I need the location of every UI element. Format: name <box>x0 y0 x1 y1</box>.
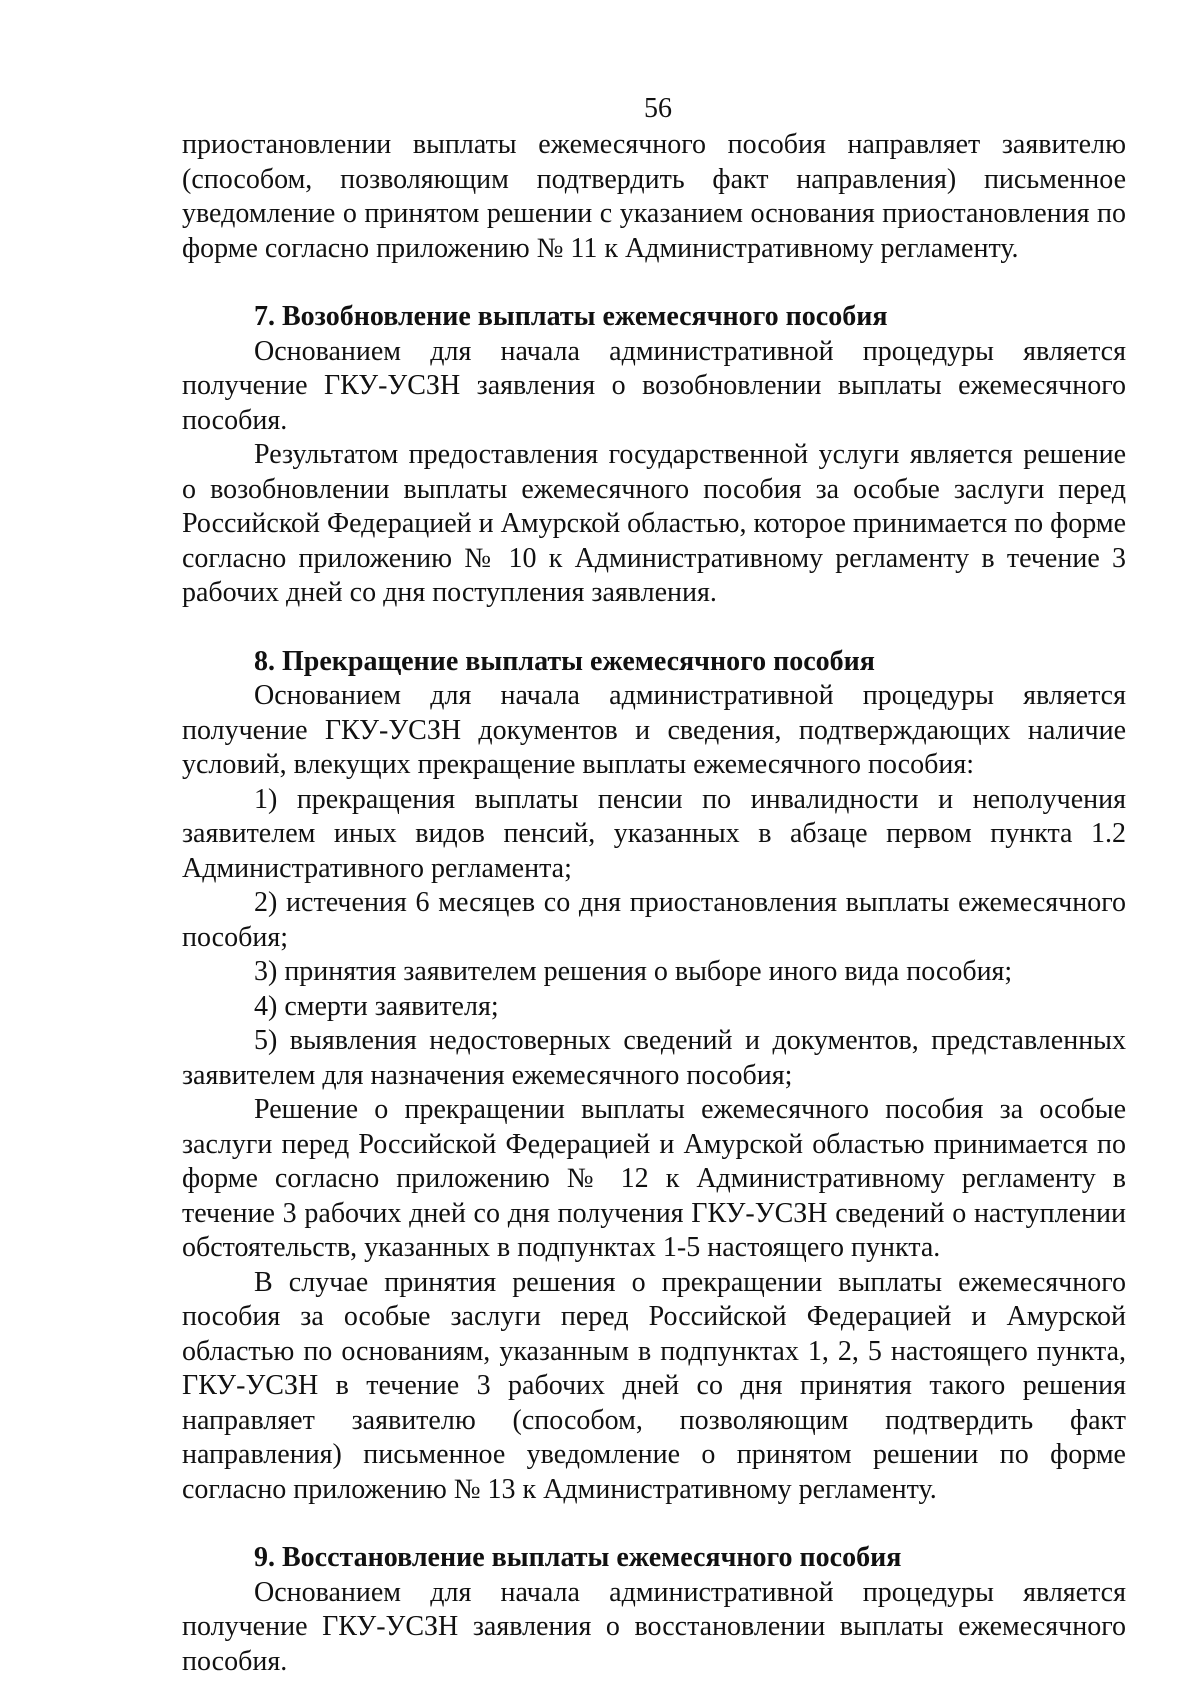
page-number: 56 <box>644 93 672 124</box>
section-7-heading: 7. Возобновление выплаты ежемесячного пособия <box>254 301 888 332</box>
section-8-list-item-3: 3) принятия заявителем решения о выборе иного вида пособия; <box>254 956 1013 987</box>
section-8-paragraph-3: В случае принятия решения о прекращении выплаты ежемесячного пособия за особые заслуги перед Российской Федерацией и Амурской областью по основаниям, указанным в подпунктах 1, 2, 5 настоящего пункта, ГКУ-УСЗН в течение 3 рабочих дней со дня принятия такого решения направляет заявителю (способом, позволяющим подтвердить факт направления) письменное уведомление о принятом решении по форме согласно приложению № 13 к Административному регламенту. <box>182 1266 1126 1505</box>
section-8-paragraph-2: Решение о прекращении выплаты ежемесячного пособия за особые заслуги перед Российской Федерацией и Амурской областью принимается по форме согласно приложению № 12 к Административному регламенту в течение 3 рабочих дней со дня получения ГКУ-УСЗН сведений о наступлении обстоятельств, указанных в подпунктах 1-5 настоящего пункта. <box>182 1094 1126 1263</box>
section-9-paragraph-1: Основанием для начала административной процедуры является получение ГКУ-УСЗН заявления о восстановлении выплаты ежемесячного пособия. <box>182 1576 1126 1677</box>
section-8-list-item-1: 1) прекращения выплаты пенсии по инвалидности и неполучения заявителем иных видов пенсий, указанных в абзаце первом пункта 1.2 Административного регламента; <box>182 783 1126 884</box>
section-8-paragraph-1: Основанием для начала административной процедуры является получение ГКУ-УСЗН документов и сведения, подтверждающих наличие условий, влекущих прекращение выплаты ежемесячного пособия: <box>182 680 1126 780</box>
section-9-heading: 9. Восстановление выплаты ежемесячного пособия <box>254 1542 902 1573</box>
section-8-heading: 8. Прекращение выплаты ежемесячного пособия <box>254 645 875 677</box>
section-7-paragraph-2: Результатом предоставления государственной услуги является решение о возобновлении выплаты ежемесячного пособия за особые заслуги перед Российской Федерацией и Амурской областью, которое принимается по форме согласно приложению № 10 к Административному регламенту в течение 3 рабочих дней со дня поступления заявления. <box>182 439 1126 608</box>
section-8-list-item-2: 2) истечения 6 месяцев со дня приостановления выплаты ежемесячного пособия; <box>182 887 1126 953</box>
section-8-list-item-4: 4) смерти заявителя; <box>254 990 499 1022</box>
section-7-paragraph-1: Основанием для начала административной процедуры является получение ГКУ-УСЗН заявления о возобновлении выплаты ежемесячного пособия. <box>182 335 1126 436</box>
paragraph-continuation: приостановлении выплаты ежемесячного пособия направляет заявителю (способом, позволяющим подтвердить факт направления) письменное уведомление о принятом решении с указанием основания приостановления по форме согласно приложению № 11 к Административному регламенту. <box>182 129 1126 264</box>
document-body <box>182 128 1126 1679</box>
section-8-list-item-5: 5) выявления недостоверных сведений и документов, представленных заявителем для назначения ежемесячного пособия; <box>182 1025 1126 1091</box>
